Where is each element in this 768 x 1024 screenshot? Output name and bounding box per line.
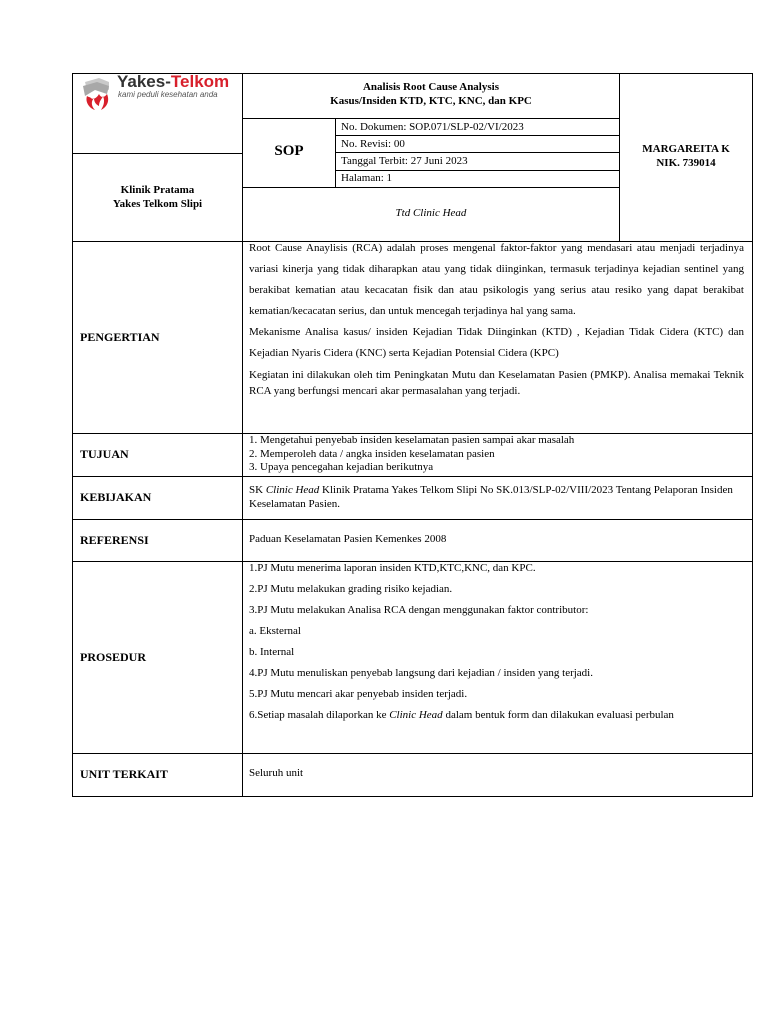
- page-number: Halaman: 1: [341, 172, 393, 184]
- tujuan-list: [249, 434, 744, 475]
- title-line2: Kasus/Insiden KTD, KTC, KNC, dan KPC: [330, 95, 532, 107]
- unit-text: Seluruh unit: [249, 767, 304, 779]
- list-item: 5.PJ Mutu mencari akar penyebab insiden terjadi.: [249, 688, 468, 700]
- divider: [335, 135, 620, 136]
- list-item: 3. Upaya pencegahan kejadian berikutnya: [249, 461, 434, 473]
- kebijakan-italic: Clinic Head: [265, 484, 320, 496]
- list-item: b. Internal: [249, 646, 295, 658]
- clinic-line2: Yakes Telkom Slipi: [112, 198, 203, 210]
- section-label-pengertian: PENGERTIAN: [80, 330, 160, 344]
- section-label-kebijakan: KEBIJAKAN: [80, 490, 152, 504]
- table-border-bottom: [72, 796, 753, 797]
- flame-logo-icon: [79, 72, 115, 112]
- pengertian-paragraph: Kegiatan ini dilakukan oleh tim Peningkatan Mutu dan Keselamatan Pasien (PMKP). Analisa memakai Teknik RCA yang berfungsi mencari akar permasalahan yang terjadi.: [249, 369, 744, 397]
- divider: [242, 118, 620, 119]
- signature-text: Ttd Clinic Head: [395, 207, 467, 219]
- list-item: 2. Memperoleh data / angka insiden keselamatan pasien: [249, 447, 495, 460]
- divider: [72, 476, 753, 477]
- approver-nik: NIK. 739014: [656, 157, 716, 169]
- clinic-line1: Klinik Pratama: [120, 184, 195, 196]
- pengertian-paragraph: Mekanisme Analisa kasus/ insiden Kejadian Tidak Diinginkan (KTD) , Kejadian Tidak Cidera (KTC) dan Kejadian Nyaris Cidera (KNC) serta Kejadian Potensial Cidera (KPC): [249, 326, 744, 359]
- pengertian-content: [249, 238, 744, 399]
- step6-italic: Clinic Head: [389, 709, 443, 721]
- revision-number: No. Revisi: 00: [341, 138, 405, 150]
- divider: [72, 519, 753, 520]
- step6-rest: dalam bentuk form dan dilakukan evaluasi perbulan: [442, 709, 674, 721]
- section-label-referensi: REFERENSI: [80, 533, 149, 547]
- divider: [335, 152, 620, 153]
- divider: [242, 73, 243, 797]
- doc-number: No. Dokumen: SOP.071/SLP-02/VI/2023: [341, 121, 524, 133]
- divider: [72, 153, 243, 154]
- clinic-name: [73, 183, 242, 211]
- section-label-tujuan: TUJUAN: [80, 447, 129, 461]
- pengertian-paragraph: Root Cause Anaylisis (RCA) adalah proses mengenal faktor-faktor yang mendasari atau menjadi terjadinya variasi kinerja yang tidak diharapkan atau yang tidak diinginkan, termasuk terjadinya kejadian sentinel yang berakibat kematian atau kecacatan fisik dan atau psikologis yang serius atau resiko yang dapat berakibat kematian/kecacatan serius, dan untuk mencegah terjadinya hal yang sama.: [249, 242, 744, 317]
- logo: [79, 72, 239, 112]
- step6-prefix: 6.Setiap masalah dilaporkan ke: [249, 709, 390, 721]
- referensi-text: Paduan Keselamatan Pasien Kemenkes 2008: [249, 533, 447, 545]
- document-title: [243, 80, 619, 108]
- title-line1: Analisis Root Cause Analysis: [362, 81, 499, 93]
- section-label-prosedur: PROSEDUR: [80, 650, 147, 664]
- table-border-right: [752, 73, 753, 797]
- approver: [620, 142, 752, 170]
- table-border-left: [72, 73, 73, 797]
- divider: [242, 187, 620, 188]
- list-item: 1.PJ Mutu menerima laporan insiden KTD,KTC,KNC, dan KPC.: [249, 562, 536, 574]
- list-item: 2.PJ Mutu melakukan grading risiko kejadian.: [249, 583, 453, 595]
- list-item: [249, 705, 744, 726]
- issue-date: Tanggal Terbit: 27 Juni 2023: [341, 155, 468, 167]
- logo-brand-part1: Yakes-: [117, 72, 171, 91]
- section-label-unit: UNIT TERKAIT: [80, 767, 168, 781]
- prosedur-list: [249, 558, 744, 726]
- sop-label: SOP: [274, 143, 304, 159]
- logo-tagline: kami peduli kesehatan anda: [118, 90, 218, 99]
- list-item: 4.PJ Mutu menuliskan penyebab langsung dari kejadian / insiden yang terjadi.: [249, 667, 593, 679]
- kebijakan-rest: Klinik Pratama Yakes Telkom Slipi No SK.013/SLP-02/VIII/2023 Tentang Pelaporan Insiden Keselamatan Pasien.: [249, 484, 733, 510]
- list-item: a. Eksternal: [249, 625, 301, 637]
- approver-name: MARGAREITA K: [642, 143, 730, 155]
- kebijakan-text: [249, 484, 744, 511]
- divider: [335, 118, 336, 188]
- list-item: 1. Mengetahui penyebab insiden keselamatan pasien sampai akar masalah: [249, 434, 575, 446]
- logo-brand-part2: Telkom: [170, 72, 230, 91]
- kebijakan-prefix: SK: [249, 484, 266, 496]
- divider: [72, 753, 753, 754]
- list-item: 3.PJ Mutu melakukan Analisa RCA dengan menggunakan faktor contributor:: [249, 604, 589, 616]
